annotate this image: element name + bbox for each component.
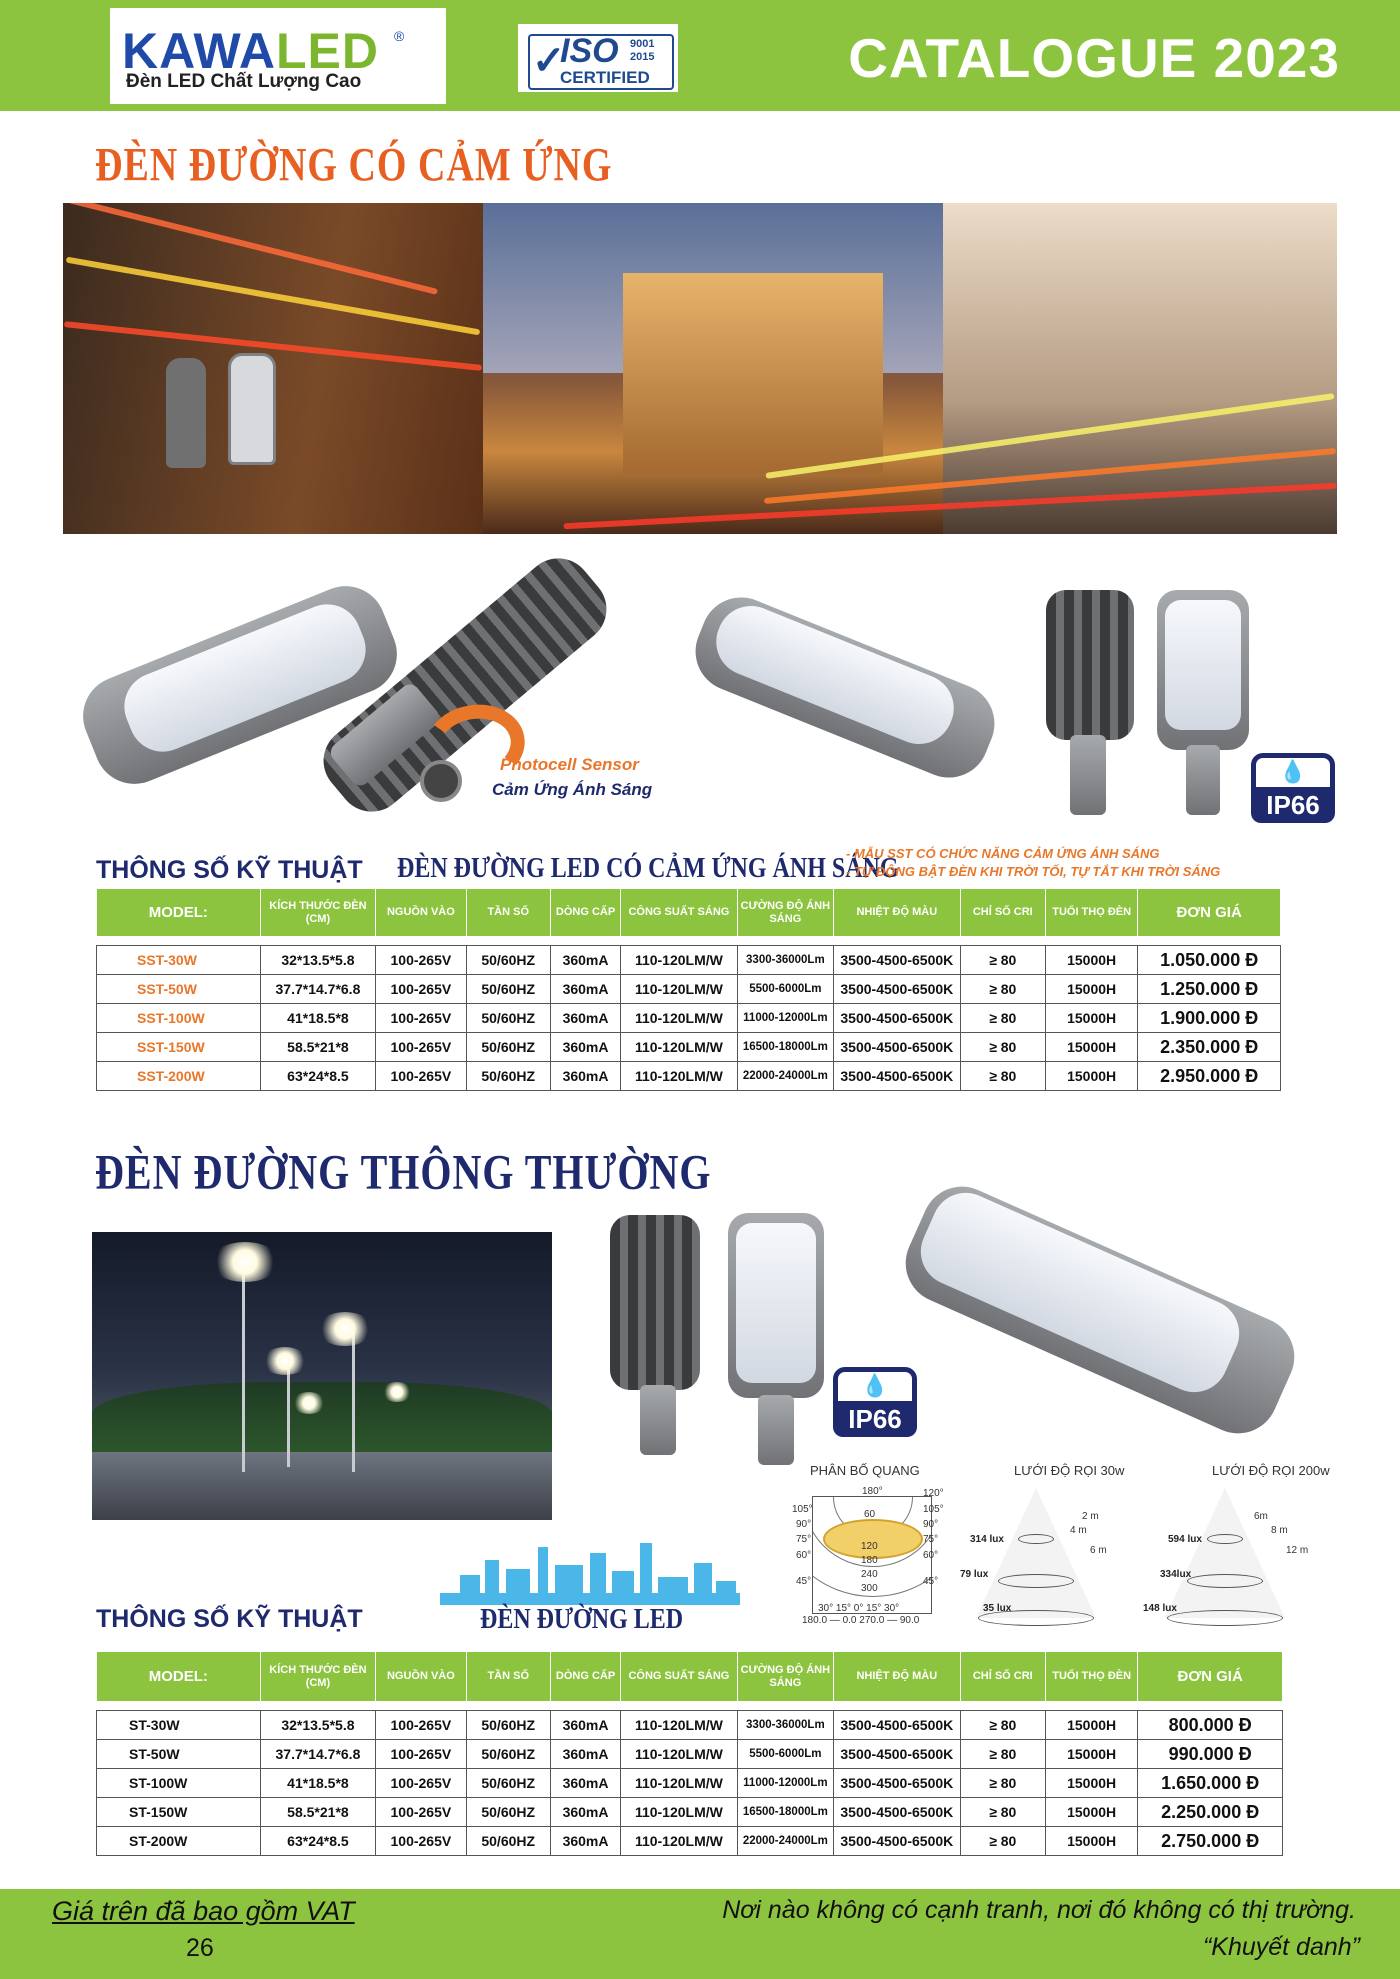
table-row — [97, 1033, 1281, 1062]
table-row — [97, 1798, 1283, 1827]
color-temp-cell: 3500-4500-6500K — [834, 1711, 961, 1740]
section-title-sensor: ĐÈN ĐƯỜNG CÓ CẢM ỨNG — [95, 139, 613, 192]
polar-value: 300 — [861, 1583, 878, 1594]
col-header: KÍCH THƯỚC ĐÈN (CM) — [260, 1652, 375, 1702]
ip66-label: IP66 — [1251, 787, 1335, 823]
illuminance-cone-30w — [976, 1488, 1096, 1618]
color-temp-cell: 3500-4500-6500K — [834, 975, 961, 1004]
voltage-cell: 100-265V — [376, 946, 466, 975]
lumen-cell: 22000-24000Lm — [737, 1827, 833, 1856]
spec-heading: THÔNG SỐ KỸ THUẬT — [96, 1605, 363, 1633]
efficacy-cell: 110-120LM/W — [621, 1004, 737, 1033]
voltage-cell: 100-265V — [376, 1827, 466, 1856]
polar-angle: 45° — [796, 1576, 812, 1587]
spec-notes: - MẪU SST CÓ CHỨC NĂNG CẢM ỨNG ÁNH SÁNG - TỰ ĐỘNG BẬT ĐÈN KHI TRỜI TỐI, TỰ TẮT KHI TRỜI SÁNG — [846, 846, 1221, 879]
price-cell: 2.350.000 Đ — [1138, 1033, 1281, 1062]
efficacy-cell: 110-120LM/W — [621, 975, 737, 1004]
col-header: CƯỜNG ĐỘ ÁNH SÁNG — [737, 1652, 833, 1702]
polar-angle: 90° — [796, 1519, 812, 1530]
current-cell: 360mA — [550, 1798, 620, 1827]
polar-angle: 60° — [796, 1550, 812, 1561]
cone-ring — [998, 1574, 1074, 1588]
price-cell: 1.900.000 Đ — [1138, 1004, 1281, 1033]
skyline-building — [485, 1560, 499, 1605]
cone-ring — [1187, 1574, 1263, 1588]
polar-angle: 45° — [923, 1576, 939, 1587]
current-cell: 360mA — [550, 1033, 620, 1062]
col-header: NGUỒN VÀO — [376, 1652, 466, 1702]
col-header: CHỈ SỐ CRI — [960, 889, 1045, 937]
size-cell: 63*24*8.5 — [260, 1827, 375, 1856]
spec-product-name: ĐÈN ĐƯỜNG LED — [480, 1604, 684, 1636]
table-row — [97, 1004, 1281, 1033]
current-cell: 360mA — [550, 1769, 620, 1798]
color-temp-cell: 3500-4500-6500K — [834, 1062, 961, 1091]
lifespan-cell: 15000H — [1045, 1740, 1137, 1769]
lumen-cell: 16500-18000Lm — [737, 1798, 833, 1827]
lumen-cell: 11000-12000Lm — [737, 1004, 833, 1033]
frequency-cell: 50/60HZ — [466, 1711, 550, 1740]
night-road-photo — [92, 1232, 552, 1520]
banner-building-right — [943, 203, 1337, 534]
light-pole — [287, 1362, 290, 1467]
height-value: 6m — [1254, 1511, 1268, 1522]
model-cell: SST-100W — [97, 1004, 261, 1033]
polar-angle: 180° — [862, 1486, 883, 1497]
model-cell: ST-150W — [97, 1798, 261, 1827]
lifespan-cell: 15000H — [1045, 1711, 1137, 1740]
price-cell: 1.050.000 Đ — [1138, 946, 1281, 975]
checkmark-icon: ✓ — [532, 39, 566, 83]
efficacy-cell: 110-120LM/W — [621, 1827, 737, 1856]
table-spacer-row — [97, 937, 1281, 946]
skyline-building — [716, 1581, 736, 1605]
spec-heading: THÔNG SỐ KỸ THUẬT — [96, 856, 363, 884]
size-cell: 32*13.5*5.8 — [260, 1711, 375, 1740]
col-header: TẦN SỐ — [466, 889, 550, 937]
cri-cell: ≥ 80 — [960, 1827, 1045, 1856]
price-cell: 2.250.000 Đ — [1138, 1798, 1283, 1827]
lifespan-cell: 15000H — [1045, 975, 1137, 1004]
frequency-cell: 50/60HZ — [466, 1004, 550, 1033]
cone-ring — [1207, 1534, 1243, 1544]
voltage-cell: 100-265V — [376, 1033, 466, 1062]
polar-angle: 105° — [792, 1504, 813, 1515]
polar-bottom-angles: 30° 15° 0° 15° 30° — [818, 1603, 900, 1614]
road-surface — [92, 1452, 552, 1520]
frequency-cell: 50/60HZ — [466, 1769, 550, 1798]
lamp-arm — [758, 1395, 794, 1465]
cri-cell: ≥ 80 — [960, 1769, 1045, 1798]
road-trees — [92, 1382, 552, 1462]
model-cell: SST-150W — [97, 1033, 261, 1062]
efficacy-cell: 110-120LM/W — [621, 1798, 737, 1827]
polar-value: 60 — [864, 1509, 876, 1520]
skyline-building — [538, 1547, 548, 1605]
col-header: CHỈ SỐ CRI — [960, 1652, 1045, 1702]
lifespan-cell: 15000H — [1045, 1769, 1137, 1798]
current-cell: 360mA — [550, 946, 620, 975]
cri-cell: ≥ 80 — [960, 1004, 1045, 1033]
lifespan-cell: 15000H — [1045, 1033, 1137, 1062]
skyline-building — [640, 1543, 652, 1605]
brand-logo: KAWALED — [122, 23, 379, 79]
banner-building-center — [623, 273, 883, 473]
price-cell: 800.000 Đ — [1138, 1711, 1283, 1740]
voltage-cell: 100-265V — [376, 1062, 466, 1091]
lifespan-cell: 15000H — [1045, 1004, 1137, 1033]
table-spacer-row — [97, 1702, 1283, 1711]
model-cell: ST-50W — [97, 1740, 261, 1769]
voltage-cell: 100-265V — [376, 1798, 466, 1827]
current-cell: 360mA — [550, 1062, 620, 1091]
cri-cell: ≥ 80 — [960, 1798, 1045, 1827]
spacer-cell — [97, 1702, 1283, 1711]
table-row — [97, 1827, 1283, 1856]
col-header: NHIỆT ĐỘ MÀU — [834, 1652, 961, 1702]
cri-cell: ≥ 80 — [960, 1033, 1045, 1062]
lifespan-cell: 15000H — [1045, 1798, 1137, 1827]
frequency-cell: 50/60HZ — [466, 946, 550, 975]
size-cell: 63*24*8.5 — [260, 1062, 375, 1091]
skyline-building — [460, 1575, 480, 1605]
lux-value: 148 lux — [1143, 1603, 1177, 1614]
color-temp-cell: 3500-4500-6500K — [834, 1004, 961, 1033]
lifespan-cell: 15000H — [1045, 1062, 1137, 1091]
voltage-cell: 100-265V — [376, 1740, 466, 1769]
current-cell: 360mA — [550, 1740, 620, 1769]
col-header: TẦN SỐ — [466, 1652, 550, 1702]
efficacy-cell: 110-120LM/W — [621, 1033, 737, 1062]
price-cell: 1.250.000 Đ — [1138, 975, 1281, 1004]
model-cell: ST-100W — [97, 1769, 261, 1798]
cri-cell: ≥ 80 — [960, 1062, 1045, 1091]
quote-author: “Khuyết danh” — [1202, 1933, 1360, 1961]
lumen-cell: 3300-36000Lm — [737, 1711, 833, 1740]
polar-angle: 90° — [923, 1519, 939, 1530]
table-header-row — [97, 1652, 1283, 1702]
illuminance-30w-caption: LƯỚI ĐỘ RỌI 30w — [1014, 1463, 1125, 1478]
height-value: 2 m — [1082, 1511, 1099, 1522]
spec-table-standard — [96, 1651, 1283, 1856]
lamp-arm — [1070, 735, 1106, 815]
current-cell: 360mA — [550, 1827, 620, 1856]
skyline-building — [612, 1571, 634, 1605]
street-light-glow — [317, 1312, 373, 1346]
lamp-top-view-back — [610, 1215, 700, 1390]
cone-ring — [1018, 1534, 1054, 1544]
col-header: MODEL: — [97, 889, 261, 937]
table-row — [97, 1062, 1281, 1091]
skyline-building — [506, 1569, 530, 1605]
skyline-building — [590, 1553, 606, 1605]
polar-value: 180 — [861, 1555, 878, 1566]
lamp-led-panel — [736, 1223, 816, 1383]
efficacy-cell: 110-120LM/W — [621, 1062, 737, 1091]
voltage-cell: 100-265V — [376, 1711, 466, 1740]
street-light-glow — [210, 1242, 280, 1282]
lumen-cell: 3300-36000Lm — [737, 946, 833, 975]
current-cell: 360mA — [550, 1004, 620, 1033]
model-cell: SST-50W — [97, 975, 261, 1004]
model-cell: ST-30W — [97, 1711, 261, 1740]
vat-note: Giá trên đã bao gồm VAT — [52, 1896, 355, 1926]
footer-quote: Nơi nào không có cạnh tranh, nơi đó không có thị trường. — [722, 1896, 1356, 1924]
skyline-building — [658, 1577, 688, 1605]
size-cell: 41*18.5*8 — [260, 1769, 375, 1798]
col-header: NHIỆT ĐỘ MÀU — [834, 889, 961, 937]
spacer-cell — [97, 937, 1281, 946]
col-header: DÒNG CẤP — [550, 889, 620, 937]
size-cell: 37.7*14.7*6.8 — [260, 975, 375, 1004]
cri-cell: ≥ 80 — [960, 1740, 1045, 1769]
current-cell: 360mA — [550, 1711, 620, 1740]
lux-value: 79 lux — [960, 1569, 989, 1580]
light-pole — [352, 1332, 355, 1472]
col-header: NGUỒN VÀO — [376, 889, 466, 937]
street-light-glow — [382, 1382, 412, 1402]
table-row — [97, 946, 1281, 975]
table-header-row — [97, 889, 1281, 937]
model-cell: ST-200W — [97, 1827, 261, 1856]
height-value: 12 m — [1286, 1545, 1309, 1556]
height-value: 4 m — [1070, 1525, 1087, 1536]
polar-angle: 75° — [923, 1534, 939, 1545]
banner-lamp-back — [166, 358, 206, 468]
frequency-cell: 50/60HZ — [466, 1798, 550, 1827]
col-header: CƯỜNG ĐỘ ÁNH SÁNG — [737, 889, 833, 937]
model-cell: SST-30W — [97, 946, 261, 975]
price-cell: 2.750.000 Đ — [1138, 1827, 1283, 1856]
iso-numbers: 9001 2015 — [630, 38, 655, 63]
size-cell: 41*18.5*8 — [260, 1004, 375, 1033]
frequency-cell: 50/60HZ — [466, 975, 550, 1004]
color-temp-cell: 3500-4500-6500K — [834, 1769, 961, 1798]
lamp-led-panel — [1165, 600, 1241, 730]
color-temp-cell: 3500-4500-6500K — [834, 1740, 961, 1769]
cri-cell: ≥ 80 — [960, 946, 1045, 975]
col-header: MODEL: — [97, 1652, 261, 1702]
voltage-cell: 100-265V — [376, 1004, 466, 1033]
spec-table-sensor — [96, 888, 1281, 1091]
col-header: ĐƠN GIÁ — [1138, 1652, 1283, 1702]
lux-value: 35 lux — [983, 1603, 1012, 1614]
frequency-cell: 50/60HZ — [466, 1033, 550, 1062]
catalogue-title: CATALOGUE 2023 — [848, 27, 1340, 89]
col-header: CÔNG SUẤT SÁNG — [621, 1652, 737, 1702]
city-banner-image — [63, 203, 1337, 534]
lumen-cell: 5500-6000Lm — [737, 1740, 833, 1769]
lux-value: 314 lux — [970, 1534, 1004, 1545]
skyline-building — [694, 1563, 712, 1605]
water-drops-icon: 💧 — [1279, 759, 1307, 784]
color-temp-cell: 3500-4500-6500K — [834, 1798, 961, 1827]
iso-certified: CERTIFIED — [560, 68, 650, 87]
color-temp-cell: 3500-4500-6500K — [834, 1827, 961, 1856]
lamp-arm — [640, 1385, 676, 1455]
efficacy-cell: 110-120LM/W — [621, 1769, 737, 1798]
col-header: TUỔI THỌ ĐÈN — [1045, 889, 1137, 937]
price-cell: 990.000 Đ — [1138, 1740, 1283, 1769]
lumen-cell: 22000-24000Lm — [737, 1062, 833, 1091]
cri-cell: ≥ 80 — [960, 1711, 1045, 1740]
ip66-badge — [833, 1367, 917, 1437]
water-drops-icon: 💧 — [861, 1373, 889, 1398]
frequency-cell: 50/60HZ — [466, 1827, 550, 1856]
ip66-label: IP66 — [833, 1401, 917, 1437]
section-title-standard: ĐÈN ĐƯỜNG THÔNG THƯỜNG — [95, 1143, 712, 1200]
frequency-cell: 50/60HZ — [466, 1062, 550, 1091]
lux-value: 594 lux — [1168, 1534, 1202, 1545]
current-cell: 360mA — [550, 975, 620, 1004]
polar-distribution-chart — [812, 1496, 932, 1614]
col-header: ĐƠN GIÁ — [1138, 889, 1281, 937]
light-distribution-shape — [823, 1519, 923, 1559]
brand-tagline: Đèn LED Chất Lượng Cao — [126, 71, 362, 92]
lifespan-cell: 15000H — [1045, 946, 1137, 975]
street-light-glow — [262, 1347, 308, 1375]
light-pole — [242, 1262, 245, 1472]
voltage-cell: 100-265V — [376, 975, 466, 1004]
illuminance-200w-caption: LƯỚI ĐỘ RỌI 200w — [1212, 1463, 1330, 1478]
skyline-building — [555, 1565, 583, 1605]
illuminance-cone-200w — [1165, 1488, 1285, 1618]
efficacy-cell: 110-120LM/W — [621, 946, 737, 975]
size-cell: 32*13.5*5.8 — [260, 946, 375, 975]
registered-mark: ® — [394, 28, 405, 44]
size-cell: 37.7*14.7*6.8 — [260, 1740, 375, 1769]
ip66-badge — [1251, 753, 1335, 823]
lumen-cell: 5500-6000Lm — [737, 975, 833, 1004]
table-row — [97, 1711, 1283, 1740]
iso-label: ISO — [560, 32, 619, 70]
efficacy-cell: 110-120LM/W — [621, 1711, 737, 1740]
table-row — [97, 1740, 1283, 1769]
lamp-arm — [1186, 745, 1220, 815]
height-value: 6 m — [1090, 1545, 1107, 1556]
model-cell: SST-200W — [97, 1062, 261, 1091]
size-cell: 58.5*21*8 — [260, 1798, 375, 1827]
frequency-cell: 50/60HZ — [466, 1740, 550, 1769]
lux-value: 334lux — [1160, 1569, 1192, 1580]
spec-product-name: ĐÈN ĐƯỜNG LED CÓ CẢM ỨNG ÁNH SÁNG — [397, 853, 899, 885]
polar-chart-caption: PHÂN BỐ QUANG — [810, 1463, 920, 1478]
price-cell: 2.950.000 Đ — [1138, 1062, 1281, 1091]
photocell-sublabel: Cảm Ứng Ánh Sáng — [492, 780, 653, 799]
table-row — [97, 975, 1281, 1004]
lumen-cell: 11000-12000Lm — [737, 1769, 833, 1798]
lumen-cell: 16500-18000Lm — [737, 1033, 833, 1062]
voltage-cell: 100-265V — [376, 1769, 466, 1798]
photocell-sensor-icon — [420, 760, 462, 802]
polar-angle: 105° — [923, 1504, 944, 1515]
color-temp-cell: 3500-4500-6500K — [834, 1033, 961, 1062]
cone-ring — [1167, 1610, 1283, 1626]
page-number: 26 — [186, 1934, 214, 1962]
polar-angle: 120° — [923, 1488, 944, 1499]
polar-value: 120 — [861, 1541, 878, 1552]
lamp-top-view-back — [1046, 590, 1134, 740]
cri-cell: ≥ 80 — [960, 975, 1045, 1004]
photocell-label: Photocell Sensor — [500, 755, 639, 774]
efficacy-cell: 110-120LM/W — [621, 1740, 737, 1769]
polar-value: 240 — [861, 1569, 878, 1580]
col-header: TUỔI THỌ ĐÈN — [1045, 1652, 1137, 1702]
col-header: CÔNG SUẤT SÁNG — [621, 889, 737, 937]
table-row — [97, 1769, 1283, 1798]
polar-legend: 180.0 — 0.0 270.0 — 90.0 — [802, 1615, 920, 1626]
col-header: KÍCH THƯỚC ĐÈN (CM) — [260, 889, 375, 937]
color-temp-cell: 3500-4500-6500K — [834, 946, 961, 975]
street-light-glow — [292, 1392, 326, 1414]
polar-angle: 75° — [796, 1534, 812, 1545]
col-header: DÒNG CẤP — [550, 1652, 620, 1702]
size-cell: 58.5*21*8 — [260, 1033, 375, 1062]
banner-lamp-front — [228, 353, 276, 465]
price-cell: 1.650.000 Đ — [1138, 1769, 1283, 1798]
height-value: 8 m — [1271, 1525, 1288, 1536]
city-skyline-graphic — [440, 1540, 740, 1605]
lifespan-cell: 15000H — [1045, 1827, 1137, 1856]
polar-angle: 60° — [923, 1550, 939, 1561]
